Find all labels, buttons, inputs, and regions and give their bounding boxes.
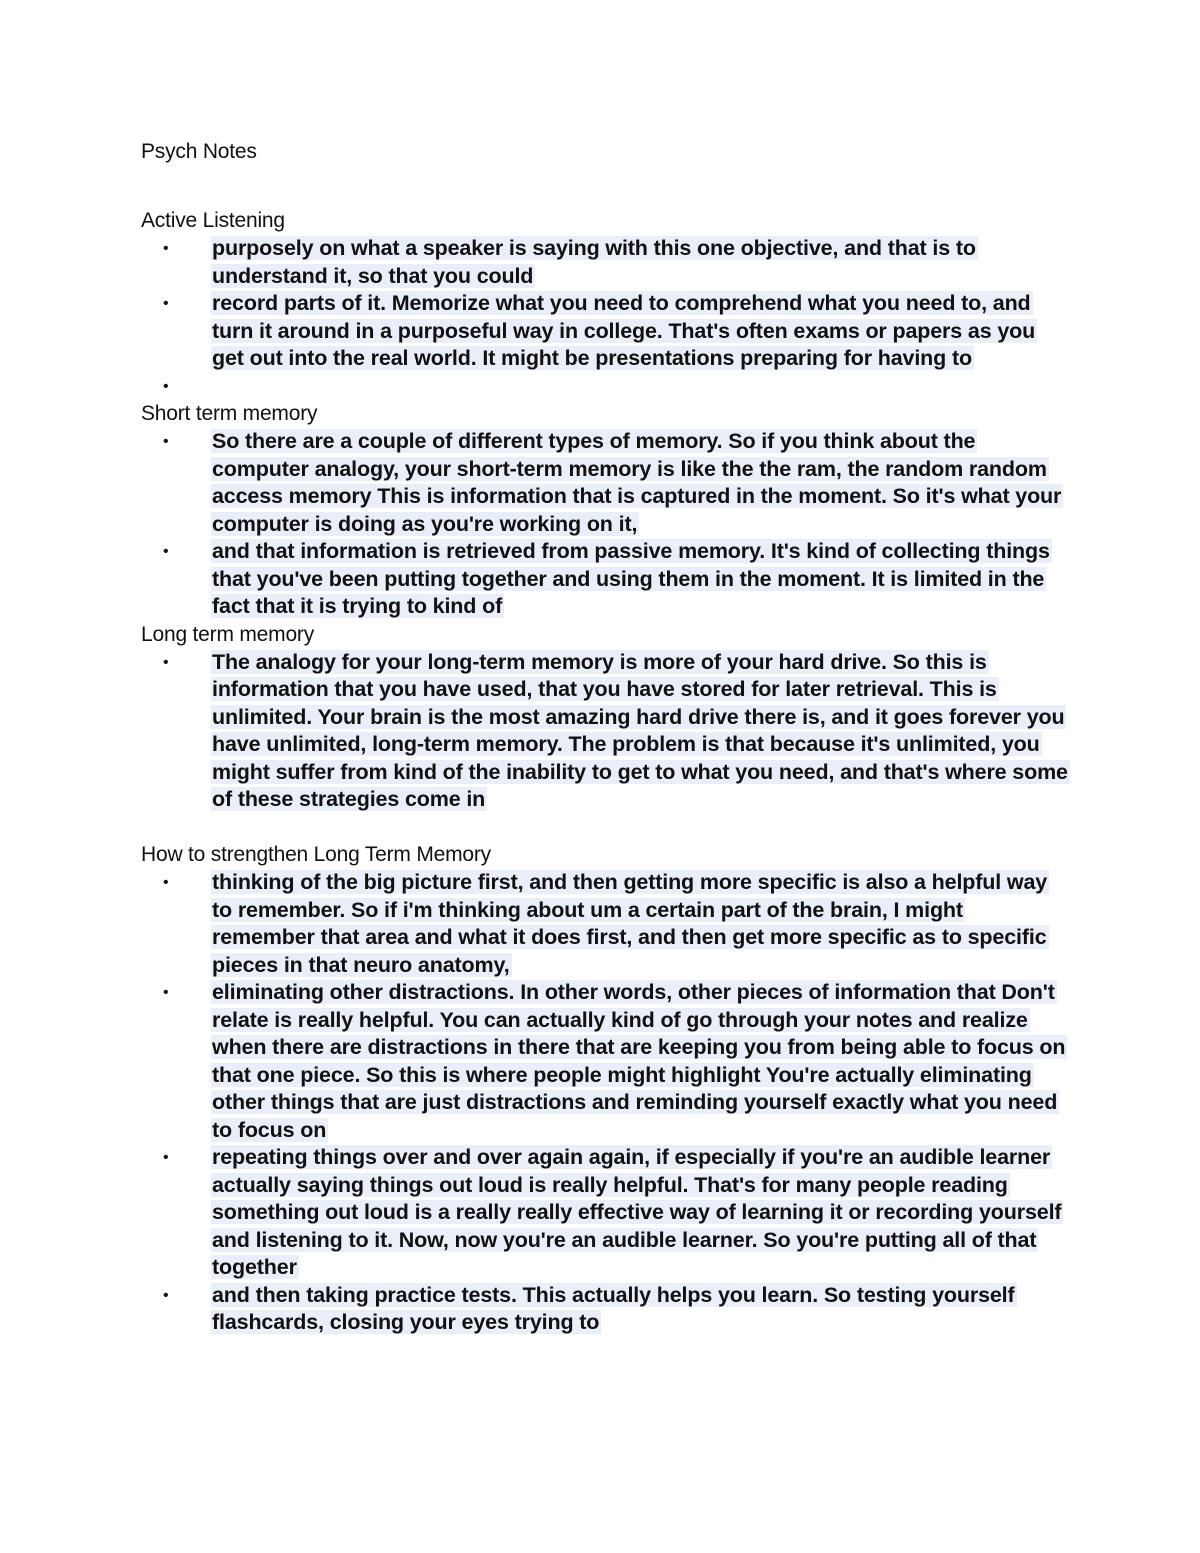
section-heading-active-listening: Active Listening: [141, 209, 285, 232]
bullet-list-long-term-memory: [141, 649, 1071, 814]
list-item-text: eliminating other distractions. In other words, other pieces of information that Don't relate is really helpful. You can actually kind of go through your notes and realize when there are distractions in there that are keeping you from being able to focus on that one piece. So this is where people might highlight You're actually eliminating other things that are just distractions and reminding yourself exactly what you need to focus on: [212, 980, 1066, 1142]
blank-line: [141, 814, 1071, 842]
page-title: Psych Notes: [141, 140, 257, 163]
list-item-text: The analogy for your long-term memory is more of your hard drive. So this is information that you have used, that you have stored for later retrieval. This is unlimited. Your brain is the most amazing hard drive there is, and it goes forever you have unlimited, long-term memory. The problem is that because it's unlimited, you might suffer from kind of the inability to get to what you need, and that's where some of these strategies come in: [212, 649, 1068, 811]
bullet-icon: •: [163, 295, 169, 312]
list-item: [141, 538, 1071, 621]
list-item: [141, 649, 1071, 814]
bullet-icon: •: [163, 240, 169, 257]
section-heading-short-term-memory: Short term memory: [141, 402, 318, 425]
bullet-icon: •: [163, 1286, 169, 1304]
section-heading-strengthen-memory: How to strengthen Long Term Memory: [141, 843, 491, 866]
bullet-icon: •: [163, 874, 169, 891]
bullet-list-short-term-memory: [141, 428, 1071, 621]
bullet-icon: •: [163, 653, 169, 671]
bullet-list-active-listening: [141, 235, 1071, 400]
section-heading-long-term-memory: Long term memory: [141, 622, 315, 646]
list-item-empty: [141, 373, 1071, 401]
bullet-icon: •: [163, 543, 169, 560]
list-item-text: record parts of it. Memorize what you need to comprehend what you need to, and turn it around in a purposeful way in college. That's often exams or papers as you get out into the real world. It might be presentations preparing for having to: [212, 291, 1036, 370]
bullet-icon: •: [163, 377, 169, 395]
bullet-icon: •: [163, 984, 169, 1001]
list-item: [141, 1144, 1071, 1282]
list-item: [141, 235, 1071, 290]
list-item: [141, 428, 1071, 538]
list-item: [141, 1282, 1071, 1337]
bullet-icon: •: [163, 1149, 169, 1166]
document-body: [141, 138, 1071, 1337]
list-item-text: So there are a couple of different types of memory. So if you think about the computer analogy, your short-term memory is like the the ram, the random random access memory This is information that is captured in the moment. So it's what your computer is doing as you're working on it,: [212, 429, 1062, 536]
list-item: [141, 979, 1071, 1144]
bullet-list-strengthen-memory: [141, 869, 1071, 1337]
list-item-text: thinking of the big picture first, and then getting more specific is also a helpful way to remember. So if i'm thinking about um a certain part of the brain, I might remember that area and what it does first, and then get more specific as to specific pieces in that neuro anatomy,: [212, 870, 1048, 977]
list-item: [141, 869, 1071, 979]
list-item-text: and that information is retrieved from passive memory. It's kind of collecting things that you've been putting together and using them in the moment. It is limited in the fact that it is trying to kind of: [212, 539, 1050, 618]
list-item: [141, 290, 1071, 373]
list-item-text: purposely on what a speaker is saying with this one objective, and that is to understand it, so that you could: [212, 236, 976, 288]
list-item-text: repeating things over and over again again, if especially if you're an audible learner actually saying things out loud is really helpful. That's for many people reading something out loud is a really really effective way of learning it or recording yourself and listening to it. Now, now you're an audible learner. So you're putting all of that together: [212, 1145, 1062, 1279]
bullet-icon: •: [163, 433, 169, 450]
list-item-text: and then taking practice tests. This actually helps you learn. So testing yourself flashcards, closing your eyes trying to: [212, 1282, 1015, 1334]
blank-line: [141, 166, 1071, 207]
